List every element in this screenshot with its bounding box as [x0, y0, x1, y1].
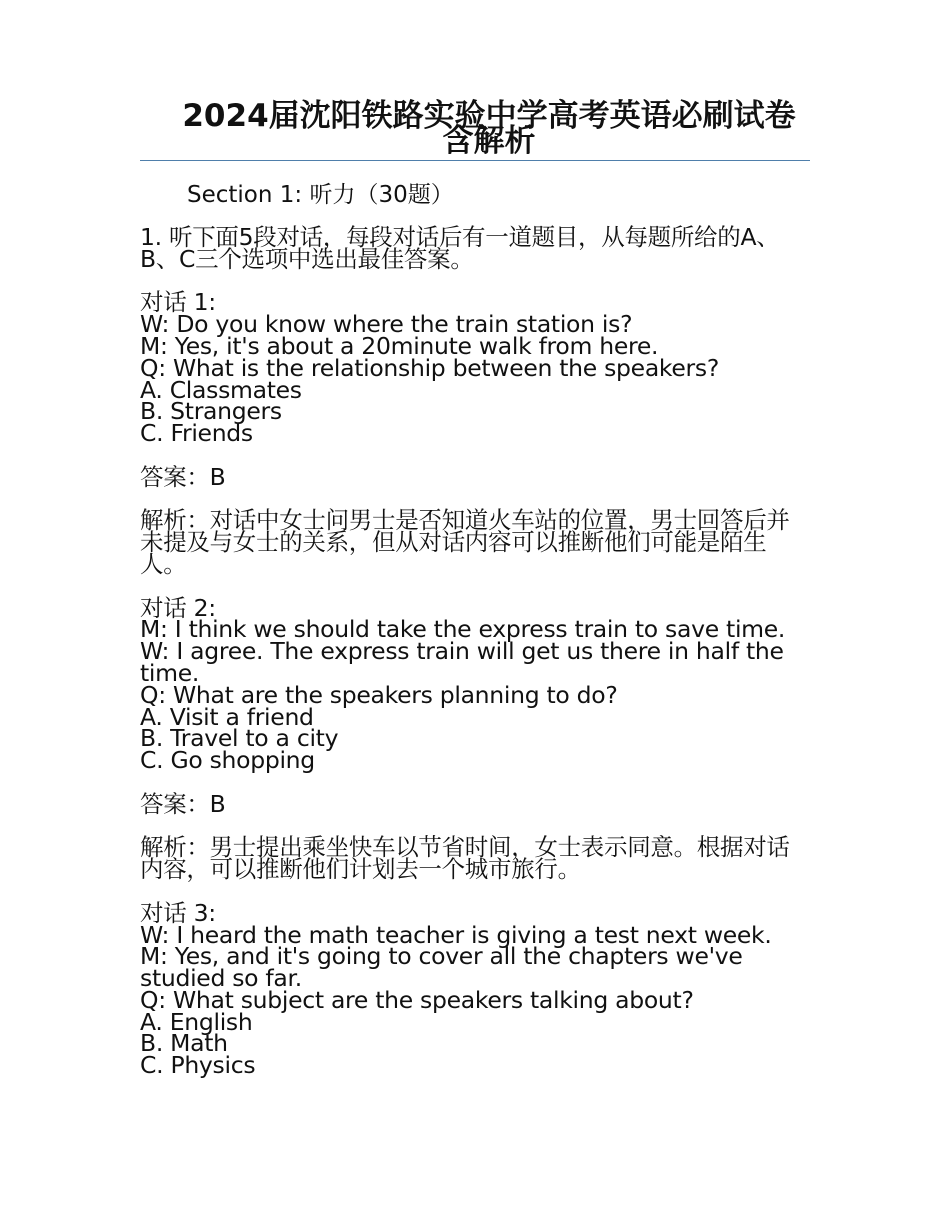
dialogue-3 — [140, 898, 812, 1080]
dialogue-label: 对话 2: — [140, 593, 216, 622]
option-c: C. Go shopping — [140, 746, 315, 775]
option-a: A. English — [140, 1007, 253, 1036]
option-b: B. Travel to a city — [140, 724, 339, 753]
answer-text: 答案：B — [140, 789, 226, 818]
dialogue-line: W: I heard the math teacher is giving a test next week. — [140, 920, 772, 949]
option-c: C. Physics — [140, 1051, 256, 1080]
dialogue-1 — [140, 288, 812, 448]
answer-text: 答案：B — [140, 462, 226, 491]
dialogue-label: 对话 1: — [140, 288, 216, 317]
question-text: Q: What is the relationship between the speakers? — [140, 353, 720, 382]
dialogue-line: W: Do you know where the train station is? — [140, 310, 633, 339]
option-a: A. Classmates — [140, 375, 302, 404]
dialogue-line: M: Yes, and it's going to cover all the chapters we've studied so far. — [140, 942, 743, 993]
question-text: Q: What are the speakers planning to do? — [140, 680, 618, 709]
dialogue-line: M: Yes, it's about a 20minute walk from here. — [140, 331, 659, 360]
dialogue-2 — [140, 593, 812, 775]
option-a: A. Visit a friend — [140, 702, 314, 731]
instruction-text: 1. 听下面5段对话，每段对话后有一道题目，从每题所给的A、B、C三个选项中选出最佳答案。 — [140, 223, 780, 273]
question-text: Q: What subject are the speakers talking about? — [140, 985, 694, 1014]
dialogue-line: W: I agree. The express train will get us there in half the time. — [140, 637, 784, 687]
option-b: B. Math — [140, 1029, 228, 1058]
analysis-text: 解析：男士提出乘坐快车以节省时间，女士表示同意。根据对话内容，可以推断他们计划去一个城市旅行。 — [140, 833, 790, 884]
title-underline — [140, 160, 810, 161]
document-title: 2024届沈阳铁路实验中学高考英语必刷试卷含解析 — [182, 98, 796, 159]
option-c: C. Friends — [140, 419, 253, 448]
dialogue-line: M: I think we should take the express train to save time. — [140, 615, 786, 644]
section-heading: Section 1: 听力（30题） — [187, 182, 454, 208]
option-b: B. Strangers — [140, 397, 282, 426]
analysis-text: 解析：对话中女士问男士是否知道火车站的位置，男士回答后并未提及与女士的关系，但从对话内容可以推断他们可能是陌生人。 — [140, 506, 790, 578]
document-body — [140, 223, 812, 1099]
dialogue-label: 对话 3: — [140, 898, 216, 927]
